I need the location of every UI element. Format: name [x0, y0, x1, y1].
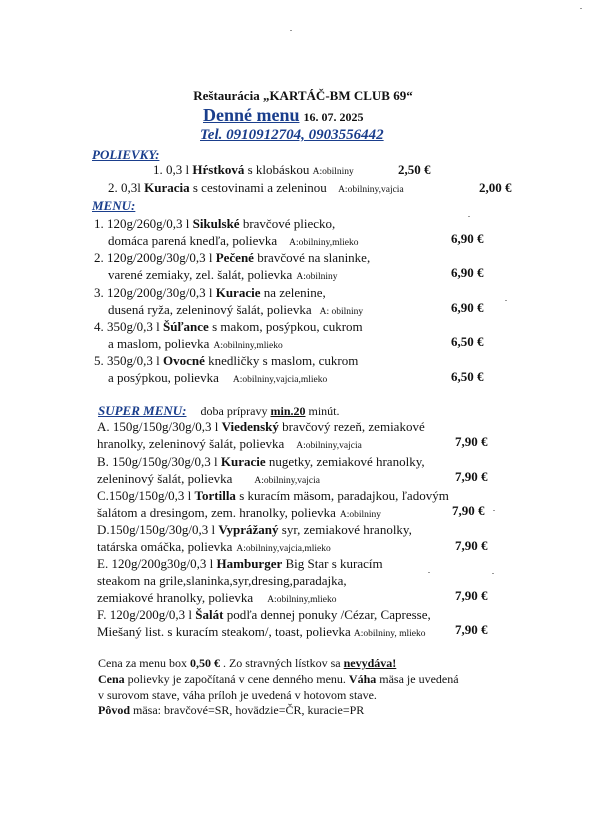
menu-date: 16. 07. 2025	[303, 110, 364, 124]
menu-item-3-line1: 3. 120g/200g/30g/0,3 l Kuracie na zelenine,	[94, 285, 326, 300]
super-item-a-line2: hranolky, zeleninový šalát, polievka A:obilniny,vajcia	[97, 436, 362, 451]
weight-note: v surovom stave, váha príloh je uvedená v hotovom stave.	[98, 688, 377, 702]
super-price-d: 7,90 €	[455, 538, 488, 553]
super-item-d-line2: tatárska omáčka, polievka A:obilniny,vajcia,mlieko	[97, 539, 331, 554]
super-item-e-line3: zemiakové hranolky, polievka A:obilniny,mlieko	[97, 590, 337, 605]
menu-item-4-line1: 4. 350g/0,3 l Šúľance s makom, posýpkou, cukrom	[94, 319, 363, 334]
menu-price-2: 6,90 €	[451, 265, 484, 280]
menu-price-3: 6,90 €	[451, 300, 484, 315]
super-price-e: 7,90 €	[455, 588, 488, 603]
super-item-b-line1: B. 150g/150g/30g/0,3 l Kuracie nugetky, zemiakové hranolky,	[97, 454, 425, 469]
super-menu-heading: SUPER MENU:	[98, 403, 187, 418]
menu-price-5: 6,50 €	[451, 369, 484, 384]
menu-price-1: 6,90 €	[451, 231, 484, 246]
super-item-b-line2: zeleninový šalát, polievka A:obilniny,vajcia	[97, 471, 320, 486]
super-item-f-line2: Miešaný list. s kuracím steakom/, toast, polievka A:obilniny, mlieko	[97, 624, 426, 639]
menu-item-4-line2: a maslom, polievka A:obilniny,mlieko	[108, 336, 283, 351]
soup-price-1: 2,50 €	[398, 162, 431, 177]
soup-item-1: 1. 0,3 l Hŕstková s klobáskou A:obilniny	[153, 162, 354, 177]
meat-origin-note: Pôvod mäsa: bravčové=SR, hovädzie=ČR, kuracie=PR	[98, 703, 365, 717]
scan-speck	[468, 216, 470, 217]
menu-item-1-line1: 1. 120g/260g/0,3 l Sikulské bravčové pliecko,	[94, 216, 336, 231]
super-price-b: 7,90 €	[455, 469, 488, 484]
super-price-a: 7,90 €	[455, 434, 488, 449]
menu-box-note: Cena za menu box 0,50 € . Zo stravných lístkov sa nevydáva!	[98, 656, 397, 670]
super-item-a-line1: A. 150g/150g/30g/0,3 l Viedenský bravčový rezeň, zemiakové	[97, 419, 425, 434]
super-price-f: 7,90 €	[455, 622, 488, 637]
super-item-c-line2: šalátom a dresingom, zem. hranolky, polievka A:obilniny	[97, 505, 382, 520]
menu-item-3-line2: dusená ryža, zeleninový šalát, polievka A: obilniny	[108, 302, 364, 317]
super-item-c-line1: C.150g/150g/0,3 l Tortilla s kuracím mäsom, paradajkou, ľadovým	[97, 488, 449, 503]
scan-speck	[492, 573, 494, 574]
menu-item-5-line1: 5. 350g/0,3 l Ovocné knedličky s maslom, cukrom	[94, 353, 359, 368]
scan-speck	[505, 300, 507, 301]
soup-price-note: Cena polievky je započítaná v cene denného menu. Váha mäsa je uvedená	[98, 672, 459, 686]
menu-price-4: 6,50 €	[451, 334, 484, 349]
scan-speck	[428, 572, 430, 573]
super-item-e-line2: steakom na grile,slaninka,syr,dresing,paradajka,	[97, 573, 347, 588]
soups-heading: POLIEVKY:	[92, 147, 160, 162]
menu-item-1-line2: domáca parená knedľa, polievka A:obilniny,mlieko	[108, 233, 359, 248]
menu-item-5-line2: a posýpkou, polievka A:obilniny,vajcia,mlieko	[108, 370, 328, 385]
super-item-f-line1: F. 120g/200g/0,3 l Šalát podľa dennej ponuky /Cézar, Capresse,	[97, 607, 431, 622]
menu-title: Denné menu	[203, 105, 300, 125]
super-item-e-line1: E. 120g/200g30g/0,3 l Hamburger Big Star s kuracím	[97, 556, 383, 571]
menu-heading: MENU:	[92, 198, 136, 213]
scan-speck	[493, 510, 495, 511]
soup-price-2: 2,00 €	[479, 180, 512, 195]
soup-item-2: 2. 0,3l Kuracia s cestovinami a zeleninou A:obilniny,vajcia	[108, 180, 404, 195]
restaurant-name: Reštaurácia „KARTÁČ-BM CLUB 69“	[193, 88, 413, 103]
scan-speck	[290, 30, 292, 31]
menu-item-2-line2: varené zemiaky, zel. šalát, polievka A:obilniny	[108, 267, 338, 282]
super-price-c: 7,90 €	[452, 503, 485, 518]
menu-item-2-line1: 2. 120g/200g/30g/0,3 l Pečené bravčové na slaninke,	[94, 250, 371, 265]
scan-speck	[580, 8, 582, 9]
menu-title-row	[203, 105, 364, 126]
super-menu-header: SUPER MENU: doba prípravy min.20 minút.	[98, 403, 340, 418]
super-item-d-line1: D.150g/150g/30g/0,3 l Vyprážaný syr, zemiakové hranolky,	[97, 522, 412, 537]
phone-numbers: Tel. 0910912704, 0903556442	[200, 127, 384, 143]
